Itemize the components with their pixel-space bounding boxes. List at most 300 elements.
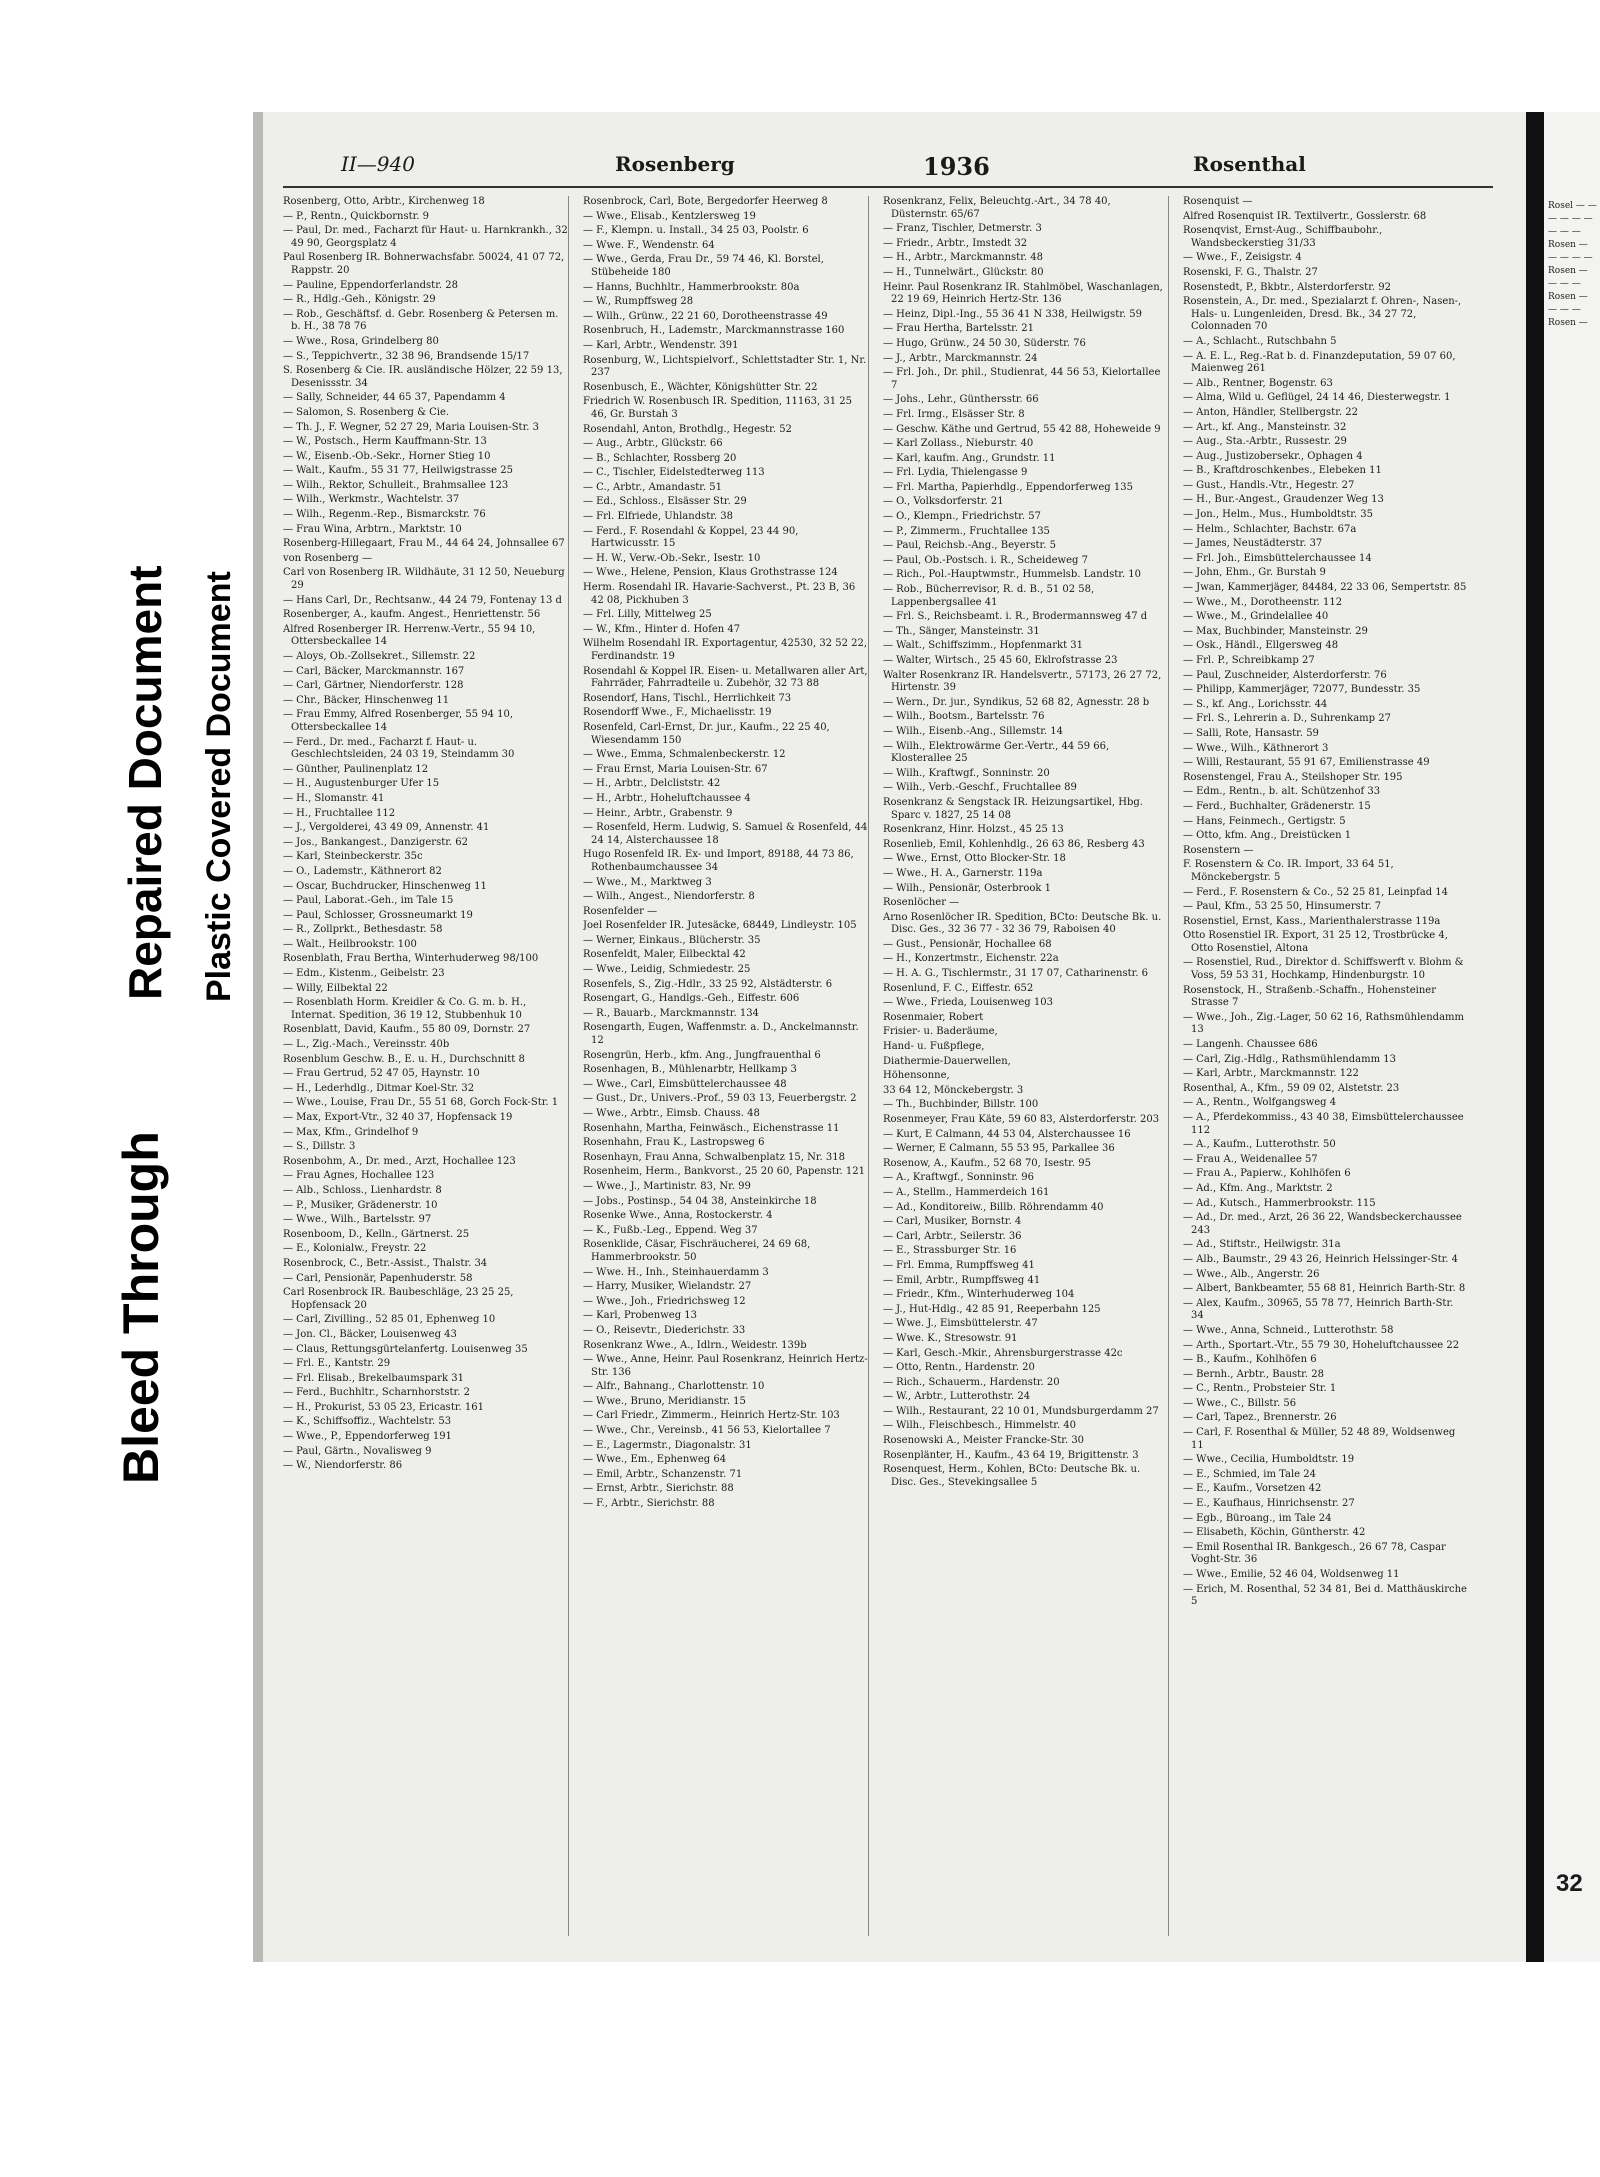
header-right-word: Rosenthal [1193, 152, 1306, 176]
directory-column-2 [583, 196, 869, 1936]
directory-entry: — Helm., Schlachter, Bachstr. 67a [1183, 523, 1357, 535]
directory-entry: — C., Arbtr., Amandastr. 51 [583, 481, 723, 493]
directory-entry: — Bernh., Arbtr., Baustr. 28 [1183, 1368, 1324, 1380]
directory-entry: — B., Kaufm., Kohlhöfen 6 [1183, 1354, 1317, 1366]
directory-entry: Rosenbrock, Carl, Bote, Bergedorfer Heerweg 8 [583, 196, 828, 207]
directory-entry: — Friedr., Arbtr., Imstedt 32 [883, 237, 1028, 249]
directory-entry: — Karl, Probenweg 13 [583, 1310, 698, 1322]
directory-entry: — Wilh., Kraftwgf., Sonninstr. 20 [883, 767, 1050, 779]
directory-column-1 [283, 196, 569, 1936]
directory-entry: Frisier- u. Baderäume, [883, 1026, 998, 1038]
directory-entry: — Wwe., M., Dorotheenstr. 112 [1183, 596, 1343, 608]
directory-entry: — P., Zimmerm., Fruchtallee 135 [883, 525, 1050, 537]
directory-entry: — Edm., Rentn., b. alt. Schützenhof 33 [1183, 786, 1381, 798]
directory-entry: — Heinr., Arbtr., Grabenstr. 9 [583, 807, 733, 819]
directory-entry: — Frl. Lydia, Thielengasse 9 [883, 467, 1028, 479]
directory-entry: — Rosenblath Horm. Kreidler & Co. G. m. b. H., Internat. Spedition, 36 19 12, Stubbenhuk 10 [283, 997, 527, 1021]
directory-entry: — F., Klempn. u. Install., 34 25 03, Poolstr. 6 [583, 225, 809, 237]
directory-entry: — Philipp, Kammerjäger, 72077, Bundesstr. 35 [1183, 684, 1421, 696]
directory-entry: Otto Rosenstiel IR. Export, 31 25 12, Trostbrücke 4, Otto Rosenstiel, Altona [1183, 930, 1448, 954]
directory-entry: Rosenstengel, Frau A., Steilshoper Str. 195 [1183, 771, 1403, 783]
directory-entry: — Arth., Sportart.-Vtr., 55 79 30, Hoheluftchaussee 22 [1183, 1339, 1460, 1351]
directory-entry: — Wilh., Restaurant, 22 10 01, Mundsburgerdamm 27 [883, 1405, 1159, 1417]
directory-entry: — H., Arbtr., Marckmannstr. 48 [883, 252, 1043, 264]
directory-entry: — Wilh., Elektrowärme Ger.-Vertr., 44 59 66, Klosterallee 25 [883, 740, 1110, 765]
directory-entry: — Wwe., Em., Ephenweg 64 [583, 1454, 727, 1466]
header-year: 1936 [923, 152, 990, 181]
directory-entry: Carl von Rosenberg IR. Wildhäute, 31 12 50, Neueburg 29 [283, 567, 565, 592]
directory-entry: — Kurt, E Calmann, 44 53 04, Alsterchaussee 16 [883, 1128, 1131, 1140]
directory-entry: Rosenbrock, C., Betr.-Assist., Thalstr. 34 [283, 1257, 488, 1269]
directory-entry: — A., Stellm., Hammerdeich 161 [883, 1186, 1050, 1198]
directory-entry: — Wilh., Bootsm., Bartelsstr. 76 [883, 711, 1045, 723]
directory-entry: — Claus, Rettungsgürtelanfertg. Louisenweg 35 [283, 1343, 528, 1355]
directory-entry: — Wwe. H., Inh., Steinhauerdamm 3 [583, 1266, 769, 1278]
directory-entry: — W., Arbtr., Lutterothstr. 24 [883, 1391, 1031, 1403]
directory-entry: — Wilh., Verb.-Geschf., Fruchtallee 89 [883, 782, 1077, 794]
directory-entry: — Ad., Kfm. Ang., Marktstr. 2 [1183, 1182, 1333, 1194]
directory-entry: — Frl. Lilly, Mittelweg 25 [583, 609, 712, 621]
directory-entry: Rosendorff Wwe., F., Michaelisstr. 19 [583, 707, 772, 719]
directory-entry: — O., Reisevtr., Diederichstr. 33 [583, 1324, 746, 1336]
directory-entry: Rosenkranz Wwe., A., Idlrn., Weidestr. 139b [583, 1339, 807, 1351]
directory-entry: — C., Rentn., Probsteier Str. 1 [1183, 1383, 1337, 1395]
directory-entry: — Franz, Tischler, Detmerstr. 3 [883, 223, 1042, 235]
directory-entry: — Willi, Restaurant, 55 91 67, Emilienstrasse 49 [1183, 757, 1430, 769]
directory-entry: — Otto, kfm. Ang., Dreistücken 1 [1183, 830, 1352, 842]
directory-entry: — Rich., Schauerm., Hardenstr. 20 [883, 1376, 1060, 1388]
directory-entry: — Wwe., Emma, Schmalenbeckerstr. 12 [583, 749, 786, 761]
directory-entry: — Jos., Bankangest., Danzigerstr. 62 [283, 836, 468, 848]
directory-entry: — H., Tunnelwärt., Glückstr. 80 [883, 266, 1044, 278]
directory-entry: — Ferd., F. Rosendahl & Koppel, 23 44 90, Hartwicusstr. 15 [583, 525, 799, 550]
directory-entry: — R., Hdlg.-Geh., Königstr. 29 [283, 294, 436, 306]
directory-entry: Rosendahl & Koppel IR. Eisen- u. Metallwaren aller Art, Fahrräder, Fahrradteile u. Zubehör, 32 73 88 [583, 665, 868, 690]
directory-entry: — Wwe. F., Wendenstr. 64 [583, 239, 715, 251]
directory-entry: Rosenbruch, H., Lademstr., Marckmannstrasse 160 [583, 325, 845, 337]
directory-entry: — C., Tischler, Eidelstedterweg 113 [583, 467, 765, 479]
directory-entry: — Jon., Helm., Mus., Humboldtstr. 35 [1183, 509, 1373, 521]
directory-entry: — Max, Export-Vtr., 32 40 37, Hopfensack 19 [283, 1112, 513, 1123]
directory-entry: Rosenkranz & Sengstack IR. Heizungsartikel, Hbg. Sparc v. 1827, 25 14 08 [883, 796, 1143, 821]
directory-entry: — Wwe., Arbtr., Eimsb. Chauss. 48 [583, 1108, 760, 1119]
directory-entry: — K., Schiffsoffiz., Wachtelstr. 53 [283, 1416, 452, 1428]
directory-entry: — Frau A., Weidenallee 57 [1183, 1153, 1318, 1165]
directory-entry: Rosendorf, Hans, Tischl., Herrlichkeit 73 [583, 692, 792, 704]
directory-entry: Rosenklide, Cäsar, Fischräucherei, 24 69 68, Hammerbrookstr. 50 [583, 1239, 811, 1263]
directory-entry: — K., Fußb.-Leg., Eppend. Weg 37 [583, 1224, 758, 1236]
directory-entry: — Gust., Pensionär, Hochallee 68 [883, 938, 1052, 950]
directory-entry: Heinr. Paul Rosenkranz IR. Stahlmöbel, Waschanlagen, 22 19 69, Heinrich Hertz-Str. 136 [883, 281, 1163, 306]
directory-entry: — H., Arbtr., Delcliststr. 42 [583, 778, 721, 790]
directory-entry: Friedrich W. Rosenbusch IR. Spedition, 11163, 31 25 46, Gr. Burstah 3 [583, 396, 852, 420]
directory-entry: — Wwe., Chr., Vereinsb., 41 56 53, Kielortallee 7 [583, 1425, 831, 1437]
directory-entry: — Ad., Dr. med., Arzt, 26 36 22, Wandsbeckerchaussee 243 [1183, 1212, 1462, 1236]
directory-entry: — Egb., Büroang., im Tale 24 [1183, 1512, 1332, 1524]
directory-entry: — Wwe., F., Zeisigstr. 4 [1183, 252, 1302, 264]
directory-entry: — E., Strassburger Str. 16 [883, 1245, 1017, 1257]
directory-entry: Rosenkranz, Hinr. Holzst., 45 25 13 [883, 824, 1064, 836]
directory-entry: — E., Kaufm., Vorsetzen 42 [1183, 1483, 1322, 1495]
directory-entry: — Ad., Stiftstr., Heilwigstr. 31a [1183, 1239, 1341, 1251]
directory-entry: Rosenstein, A., Dr. med., Spezialarzt f. Ohren-, Nasen-, Hals- u. Lungenleiden, Dresd. Bk., 34 27 72, Colonnaden 70 [1183, 296, 1462, 333]
directory-entry: — Alb., Baumstr., 29 43 26, Heinrich Helssinger-Str. 4 [1183, 1253, 1458, 1265]
directory-entry: — J., Hut-Hdlg., 42 85 91, Reeperbahn 125 [883, 1303, 1101, 1315]
directory-entry: — Wilh., Werkmstr., Wachtelstr. 37 [283, 494, 460, 506]
directory-entry: — Emil Rosenthal IR. Bankgesch., 26 67 78, Caspar Voght-Str. 36 [1183, 1541, 1446, 1566]
directory-entry: — Frl. S., Lehrerin a. D., Suhrenkamp 27 [1183, 713, 1391, 725]
directory-entry: — A. E. L., Reg.-Rat b. d. Finanzdeputation, 59 07 60, Maienweg 261 [1183, 350, 1456, 375]
directory-entry: Rosenthal, A., Kfm., 59 09 02, Alstetstr. 23 [1183, 1082, 1400, 1094]
directory-entry: — Paul, Gärtn., Novalisweg 9 [283, 1445, 432, 1457]
directory-entry: — O., Klempn., Friedrichstr. 57 [883, 511, 1041, 523]
directory-entry: Rosenburg, W., Lichtspielvorf., Schlettstadter Str. 1, Nr. 237 [583, 354, 867, 379]
directory-entry: — Wwe., Gerda, Frau Dr., 59 74 46, Kl. Borstel, Stübeheide 180 [583, 254, 824, 278]
directory-entry: — Paul, Zuschneider, Alsterdorferstr. 76 [1183, 669, 1387, 681]
directory-entry: — H., Fruchtallee 112 [283, 807, 396, 819]
repaired-document-label: Repaired Document [119, 565, 171, 1000]
directory-entry: — H. A. G., Tischlermstr., 31 17 07, Catharinenstr. 6 [883, 968, 1149, 980]
directory-entry: — S., Dillstr. 3 [283, 1141, 356, 1153]
directory-entry: — H., Prokurist, 53 05 23, Ericastr. 161 [283, 1401, 484, 1413]
directory-entry: — Karl Zollass., Nieburstr. 40 [883, 438, 1034, 450]
directory-entry: — Karl, Arbtr., Marckmannstr. 122 [1183, 1068, 1359, 1080]
directory-entry: — Wwe., Helene, Pension, Klaus Grothstrasse 124 [583, 567, 838, 579]
directory-entry: — Wwe., Anne, Heinr. Paul Rosenkranz, Heinrich Hertz-Str. 136 [583, 1354, 868, 1378]
directory-entry: — W., Kfm., Hinter d. Hofen 47 [583, 623, 741, 635]
directory-entry: — E., Kolonialw., Freystr. 22 [283, 1243, 427, 1255]
directory-entry: — Wwe., Rosa, Grindelberg 80 [283, 335, 439, 347]
directory-entry: — W., Rumpffsweg 28 [583, 296, 694, 308]
directory-entry: — Wern., Dr. jur., Syndikus, 52 68 82, Agnesstr. 28 b [883, 696, 1150, 708]
directory-entry: Höhensonne, [883, 1070, 950, 1082]
plastic-covered-label: Plastic Covered Document [200, 571, 238, 1002]
directory-entry: Rosenplänter, H., Kaufm., 43 64 19, Brigittenstr. 3 [883, 1449, 1139, 1461]
directory-entry: — Wwe., C., Billstr. 56 [1183, 1397, 1297, 1409]
directory-entry: — Frau Gertrud, 52 47 05, Haynstr. 10 [283, 1068, 480, 1080]
directory-entry: — Ferd., Dr. med., Facharzt f. Haut- u. Geschlechtsleiden, 24 03 19, Steindamm 30 [283, 736, 515, 761]
directory-entry: — Frl. Elfriede, Uhlandstr. 38 [583, 511, 734, 523]
directory-entry: — Alb., Schloss., Lienhardstr. 8 [283, 1184, 442, 1196]
directory-entry: Rosenstock, H., Straßenb.-Schaffn., Hohensteiner Strasse 7 [1183, 984, 1436, 1009]
directory-entry: — Wwe., M., Marktweg 3 [583, 876, 712, 888]
directory-entry: — Salli, Rote, Hansastr. 59 [1183, 727, 1319, 739]
directory-entry: Rosengart, G., Handlgs.-Geh., Eiffestr. 606 [583, 993, 800, 1005]
directory-entry: — Wilh., Regenm.-Rep., Bismarckstr. 76 [283, 509, 486, 521]
directory-entry: — Rob., Bücherrevisor, R. d. B., 51 02 58, Lappenbergsallee 41 [883, 584, 1095, 608]
directory-entry: — Walt., Schiffszimm., Hopfenmarkt 31 [883, 640, 1084, 652]
directory-entry: — Paul, Laborat.-Geh., im Tale 15 [283, 895, 454, 907]
directory-entry: — Alma, Wild u. Geflügel, 24 14 46, Diesterwegstr. 1 [1183, 392, 1451, 404]
directory-entry: — Wwe., Bruno, Meridianstr. 15 [583, 1395, 746, 1407]
directory-entry: Alfred Rosenberger IR. Herrenw.-Vertr., 55 94 10, Ottersbeckallee 14 [283, 623, 536, 648]
directory-entry: — Wilh., Grünw., 22 21 60, Dorotheenstrasse 49 [583, 310, 828, 322]
directory-entry: — Wwe. K., Stresowstr. 91 [883, 1332, 1018, 1344]
directory-entry: Carl Rosenbrock IR. Baubeschläge, 23 25 25, Hopfensack 20 [283, 1287, 514, 1311]
directory-entry: Rosenmeyer, Frau Käte, 59 60 83, Alsterdorferstr. 203 [883, 1114, 1160, 1125]
directory-entry: Hand- u. Fußpflege, [883, 1041, 985, 1053]
directory-entry: — Edm., Kistenm., Geibelstr. 23 [283, 968, 445, 980]
directory-entry: Rosenlöcher — [883, 897, 960, 909]
directory-entry: — Ferd., Buchhalter, Grädenerstr. 15 [1183, 800, 1371, 812]
directory-entry: — Carl, Pensionär, Papenhuderstr. 58 [283, 1272, 473, 1284]
directory-entry: — Wwe., Alb., Angerstr. 26 [1183, 1268, 1320, 1280]
directory-entry: — Wwe., Louise, Frau Dr., 55 51 68, Gorch Fock-Str. 1 [283, 1097, 559, 1109]
directory-entry: Rosenhahn, Frau K., Lastropsweg 6 [583, 1137, 765, 1149]
directory-entry: — Jon. Cl., Bäcker, Louisenweg 43 [283, 1328, 457, 1340]
directory-entry: — H., Konzertmstr., Eichenstr. 22a [883, 953, 1059, 965]
directory-entry: — Karl, Arbtr., Wendenstr. 391 [583, 339, 739, 351]
directory-entry: — Hans Carl, Dr., Rechtsanw., 44 24 79, Fontenay 13 d [283, 594, 562, 606]
directory-entry: — Art., kf. Ang., Mansteinstr. 32 [1183, 421, 1347, 433]
directory-entry: — Wwe., Cecilia, Humboldtstr. 19 [1183, 1454, 1355, 1466]
directory-entry: — W., Eisenb.-Ob.-Sekr., Horner Stieg 10 [283, 450, 491, 462]
directory-entry: — Frl. Emma, Rumpffsweg 41 [883, 1259, 1035, 1271]
directory-entry: — Rich., Pol.-Hauptwmstr., Hummelsb. Landstr. 10 [883, 569, 1142, 581]
directory-entry: Rosenstiel, Ernst, Kass., Marienthalerstrasse 119a [1183, 915, 1441, 927]
directory-entry: Rosenfelder — [583, 905, 658, 917]
directory-entry: — Carl, Gärtner, Niendorferstr. 128 [283, 680, 464, 692]
directory-entry: — Otto, Rentn., Hardenstr. 20 [883, 1362, 1035, 1374]
directory-entry: Herm. Rosendahl IR. Havarie-Sachverst., Pt. 23 B, 36 42 08, Pickhuben 3 [583, 582, 856, 606]
directory-entry: — Th., Buchbinder, Billstr. 100 [883, 1099, 1039, 1111]
directory-entry: — Ad., Kutsch., Hammerbrookstr. 115 [1183, 1197, 1376, 1209]
directory-entry: — Paul, Kfm., 53 25 50, Hinsumerstr. 7 [1183, 901, 1382, 913]
directory-entry: Rosenblath, Frau Bertha, Winterhuderweg 98/100 [283, 953, 539, 965]
directory-entry: — Harry, Musiker, Wielandstr. 27 [583, 1281, 752, 1293]
side-annotations [0, 0, 250, 2177]
directory-entry: — Willy, Eilbektal 22 [283, 982, 388, 994]
directory-columns [283, 196, 1493, 1936]
directory-entry: — Wwe., Frieda, Louisenweg 103 [883, 997, 1053, 1009]
directory-entry: — E., Lagermstr., Diagonalstr. 31 [583, 1439, 752, 1451]
directory-entry: — Emil, Arbtr., Schanzenstr. 71 [583, 1468, 743, 1480]
directory-entry: — Erich, M. Rosenthal, 52 34 81, Bei d. Matthäuskirche 5 [1183, 1583, 1467, 1608]
directory-entry: — B., Kraftdroschkenbes., Elebeken 11 [1183, 465, 1382, 477]
directory-entry: — Carl, Bäcker, Marckmannstr. 167 [283, 665, 465, 677]
header-left-word: Rosenberg [615, 152, 735, 176]
directory-entry: — Wwe., M., Grindelallee 40 [1183, 611, 1329, 623]
directory-entry: Wilhelm Rosendahl IR. Exportagentur, 42530, 32 52 22, Ferdinandstr. 19 [583, 638, 868, 662]
directory-entry: — Salomon, S. Rosenberg & Cie. [283, 406, 450, 418]
directory-entry: — R., Zollprkt., Bethesdastr. 58 [283, 924, 443, 936]
directory-entry: — Frau Agnes, Hochallee 123 [283, 1170, 435, 1182]
directory-entry: Walter Rosenkranz IR. Handelsvertr., 57173, 26 27 72, Hirtenstr. 39 [883, 669, 1162, 694]
directory-entry: Arno Rosenlöcher IR. Spedition, BCto: Deutsche Bk. u. Disc. Ges., 32 36 77 - 32 36 79, Raboisen 40 [883, 911, 1162, 936]
directory-entry: — Th., Sänger, Mansteinstr. 31 [883, 625, 1040, 637]
directory-entry: — E., Kaufhaus, Hinrichsenstr. 27 [1183, 1498, 1355, 1510]
bleed-through-label: Bleed Through [113, 1131, 169, 1484]
directory-entry: — S., kf. Ang., Lorichsstr. 44 [1183, 698, 1328, 710]
directory-entry: Rosenberg-Hillegaart, Frau M., 44 64 24, Johnsallee 67 [283, 538, 565, 550]
directory-entry: — Wwe., Joh., Zig.-Lager, 50 62 16, Rathsmühlendamm 13 [1183, 1011, 1464, 1036]
directory-entry: Rosenfels, S., Zig.-Hdlr., 33 25 92, Alstädterstr. 6 [583, 978, 833, 990]
directory-entry: — Frl. Martha, Papierhdlg., Eppendorferweg 135 [883, 481, 1133, 493]
directory-entry: — E., Schmied, im Tale 24 [1183, 1468, 1316, 1480]
directory-entry: Rosenbohm, A., Dr. med., Arzt, Hochallee 123 [283, 1155, 516, 1167]
directory-entry: — Langenh. Chaussee 686 [1183, 1039, 1318, 1051]
directory-entry: — Carl, F. Rosenthal & Müller, 52 48 89, Woldsenweg 11 [1183, 1427, 1456, 1451]
directory-entry: — Osk., Händl., Ellgersweg 48 [1183, 640, 1339, 652]
directory-entry: — A., Kraftwgf., Sonninstr. 96 [883, 1172, 1035, 1184]
directory-entry: — Geschw. Käthe und Gertrud, 55 42 88, Hoheweide 9 [883, 423, 1161, 435]
directory-column-4 [1183, 196, 1468, 1936]
directory-entry: — Max, Kfm., Grindelhof 9 [283, 1126, 419, 1138]
directory-entry: — Wwe., P., Eppendorferweg 191 [283, 1431, 452, 1443]
directory-entry: — Alex, Kaufm., 30965, 55 78 77, Heinrich Barth-Str. 34 [1183, 1297, 1454, 1322]
directory-entry: Alfred Rosenquist IR. Textilvertr., Gosslerstr. 68 [1183, 210, 1427, 222]
directory-entry: — Anton, Händler, Stellbergstr. 22 [1183, 406, 1358, 418]
directory-entry: — Carl, Zig.-Hdlg., Rathsmühlendamm 13 [1183, 1053, 1396, 1065]
directory-entry: S. Rosenberg & Cie. IR. ausländische Hölzer, 22 59 13, Desenissstr. 34 [283, 365, 563, 389]
directory-entry: — Carl, Zivilling., 52 85 01, Ephenweg 10 [283, 1314, 496, 1326]
directory-entry: Rosenlund, F. C., Eiffestr. 652 [883, 982, 1034, 994]
directory-entry: Rosenquest, Herm., Kohlen, BCto: Deutsche Bk. u. Disc. Ges., Stevekingsallee 5 [883, 1464, 1141, 1488]
directory-entry: — H., Arbtr., Hoheluftchaussee 4 [583, 792, 751, 804]
directory-entry: — Frl. P., Schreibkamp 27 [1183, 655, 1315, 666]
directory-entry: — Johs., Lehr., Günthersstr. 66 [883, 394, 1039, 406]
directory-entry: — Alfr., Bahnang., Charlottenstr. 10 [583, 1381, 765, 1393]
directory-entry: Rosenhahn, Martha, Feinwäsch., Eichenstrasse 11 [583, 1122, 840, 1134]
directory-entry: — Emil, Arbtr., Rumpffsweg 41 [883, 1274, 1041, 1286]
directory-entry: — Carl, Musiker, Bornstr. 4 [883, 1216, 1022, 1228]
directory-entry: — Chr., Bäcker, Hinschenweg 11 [283, 694, 450, 706]
header-page-number: II—940 [341, 152, 415, 176]
directory-entry: — J., Arbtr., Marckmannstr. 24 [883, 352, 1038, 364]
directory-entry: — A., Schlacht., Rutschbahn 5 [1183, 335, 1337, 347]
directory-entry: — Ferd., F. Rosenstern & Co., 52 25 81, Leinpfad 14 [1183, 886, 1449, 898]
directory-entry: — A., Kaufm., Lutterothstr. 50 [1183, 1139, 1336, 1151]
directory-entry: — L., Zig.-Mach., Vereinsstr. 40b [283, 1039, 450, 1051]
directory-entry: Rosenberger, A., kaufm. Angest., Henriettenstr. 56 [283, 609, 541, 621]
directory-entry: — Wwe., Anna, Schneid., Lutterothstr. 58 [1183, 1324, 1394, 1336]
directory-entry: — Frl. Joh., Dr. phil., Studienrat, 44 56 53, Kielortallee 7 [883, 367, 1161, 391]
directory-entry: Rosenbusch, E., Wächter, Königshütter Str. 22 [583, 381, 818, 393]
directory-entry: Rosenow, A., Kaufm., 52 68 70, Isestr. 95 [883, 1157, 1091, 1169]
directory-entry: Hugo Rosenfeld IR. Ex- und Import, 89188, 44 73 86, Rothenbaumchaussee 34 [583, 849, 854, 873]
directory-entry: — Ferd., Buchhltr., Scharnhorststr. 2 [283, 1387, 470, 1399]
directory-entry: — H., Augustenburger Ufer 15 [283, 778, 440, 790]
directory-entry: — Oscar, Buchdrucker, Hinschenweg 11 [283, 880, 487, 892]
directory-entry: — John, Ehm., Gr. Burstah 9 [1183, 567, 1326, 579]
directory-entry: — Wwe., Wilh., Käthnerort 3 [1183, 742, 1329, 754]
directory-entry: — Frl. S., Reichsbeamt. i. R., Brodermannsweg 47 d [883, 611, 1148, 623]
directory-entry: — Gust., Dr., Univers.-Prof., 59 03 13, Feuerbergstr. 2 [583, 1093, 857, 1105]
directory-entry: — O., Lademstr., Käthnerort 82 [283, 865, 442, 877]
directory-entry: — Wwe., Carl, Eimsbüttelerchaussee 48 [583, 1078, 787, 1090]
directory-entry: Rosenlieb, Emil, Kohlenhdlg., 26 63 86, Resberg 43 [883, 838, 1145, 850]
directory-entry: Rosenfeldt, Maler, Eilbecktal 42 [583, 949, 746, 961]
directory-entry: — R., Bauarb., Marckmannstr. 134 [583, 1007, 759, 1019]
directory-entry: — Aloys, Ob.-Zollsekret., Sillemstr. 22 [283, 651, 476, 662]
directory-entry: — Wilh., Eisenb.-Ang., Sillemstr. 14 [883, 725, 1063, 737]
directory-entry: — Wwe., Leidig, Schmiedestr. 25 [583, 964, 751, 976]
directory-entry: — Wwe., J., Martinistr. 83, Nr. 99 [583, 1180, 751, 1192]
directory-entry: — Walter, Wirtsch., 25 45 60, Eklrofstrasse 23 [883, 655, 1118, 666]
directory-entry: — P., Musiker, Grädenerstr. 10 [283, 1199, 438, 1211]
directory-entry: — Paul, Dr. med., Facharzt für Haut- u. Harnkrankh., 32 49 90, Georgsplatz 4 [283, 225, 568, 249]
directory-entry: Rosendahl, Anton, Brothdlg., Hegestr. 52 [583, 423, 792, 435]
directory-entry: — Wilh., Rektor, Schulleit., Brahmsallee 123 [283, 479, 509, 491]
directory-entry: Rosenkranz, Felix, Beleuchtg.-Art., 34 78 40, Düsternstr. 65/67 [883, 196, 1111, 220]
directory-entry: — Frau Ernst, Maria Louisen-Str. 67 [583, 763, 768, 775]
binding-shadow [1526, 112, 1544, 1962]
directory-entry: — F., Arbtr., Sierichstr. 88 [583, 1498, 715, 1510]
directory-entry: Rosenqvist, Ernst-Aug., Schiffbaubohr., Wandsbeckerstieg 31/33 [1183, 225, 1383, 249]
directory-entry: — Carl, Arbtr., Seilerstr. 36 [883, 1230, 1022, 1242]
directory-entry: Rosenke Wwe., Anna, Rostockerstr. 4 [583, 1210, 773, 1222]
directory-entry: — J., Vergolderei, 43 49 09, Annenstr. 41 [283, 822, 490, 834]
directory-entry: — Rosenfeld, Herm. Ludwig, S. Samuel & Rosenfeld, 44 24 14, Alsterchaussee 18 [583, 822, 868, 846]
directory-entry: — Ed., Schloss., Elsässer Str. 29 [583, 496, 747, 508]
directory-entry: — Wwe., Joh., Friedrichsweg 12 [583, 1295, 746, 1307]
directory-entry: — Werner, E Calmann, 55 53 95, Parkallee 36 [883, 1143, 1115, 1155]
directory-entry: F. Rosenstern & Co. IR. Import, 33 64 51, Mönckebergstr. 5 [1183, 859, 1394, 883]
directory-entry: Rosenquist — [1183, 196, 1253, 207]
directory-entry: — Karl, Steinbeckerstr. 35c [283, 851, 423, 863]
directory-entry: — Jobs., Postinsp., 54 04 38, Ansteinkirche 18 [583, 1195, 817, 1207]
directory-entry: — Aug., Arbtr., Glückstr. 66 [583, 438, 723, 450]
directory-entry: — Frau Emmy, Alfred Rosenberger, 55 94 10, Ottersbeckallee 14 [283, 709, 514, 733]
directory-entry: — Carl Friedr., Zimmerm., Heinrich Hertz-Str. 103 [583, 1410, 840, 1422]
directory-column-3 [883, 196, 1169, 1936]
directory-entry: — S., Teppichvertr., 32 38 96, Brandsende 15/17 [283, 350, 530, 362]
directory-entry: — Günther, Paulinenplatz 12 [283, 763, 429, 775]
adjacent-page-number: 32 [1556, 1870, 1583, 1897]
directory-entry: — Wilh., Pensionär, Osterbrook 1 [883, 882, 1051, 894]
directory-entry: — W., Niendorferstr. 86 [283, 1460, 403, 1472]
directory-entry: Rosengarth, Eugen, Waffenmstr. a. D., Anckelmannstr. 12 [583, 1022, 859, 1047]
directory-entry: — H., Slomanstr. 41 [283, 792, 385, 804]
directory-entry: — James, Neustädterstr. 37 [1183, 538, 1323, 550]
directory-entry: Paul Rosenberg IR. Bohnerwachsfabr. 50024, 41 07 72, Rappstr. 20 [283, 252, 565, 276]
directory-entry: — Karl, Gesch.-Mkir., Ahrensburgerstrasse 42c [883, 1347, 1123, 1359]
directory-entry: von Rosenberg — [283, 552, 373, 564]
directory-entry: Rosenfeld, Carl-Ernst, Dr. jur., Kaufm., 22 25 40, Wiesendamm 150 [583, 721, 830, 746]
directory-entry: — H., Lederhdlg., Ditmar Koel-Str. 32 [283, 1082, 475, 1094]
directory-entry: — P., Rentn., Quickbornstr. 9 [283, 210, 429, 222]
directory-entry: Joel Rosenfelder IR. Jutesäcke, 68449, Lindleystr. 105 [583, 920, 857, 932]
directory-entry: — Wwe., Ernst, Otto Blocker-Str. 18 [883, 853, 1066, 865]
directory-entry: — W., Postsch., Herm Kauffmann-Str. 13 [283, 436, 487, 448]
directory-entry: Rosenheim, Herm., Bankvorst., 25 20 60, Papenstr. 121 [583, 1166, 865, 1178]
directory-entry: — Carl, Tapez., Brennerstr. 26 [1183, 1412, 1337, 1424]
directory-entry: — Aug., Justizobersekr., Ophagen 4 [1183, 450, 1363, 462]
directory-entry: Rosenblatt, David, Kaufm., 55 80 09, Dornstr. 27 [283, 1024, 531, 1036]
directory-entry: — Hans, Feinmech., Gertigstr. 5 [1183, 815, 1346, 827]
directory-entry: — Frl. E., Kantstr. 29 [283, 1358, 391, 1370]
directory-entry: Rosenstedt, P., Bkbtr., Alsterdorferstr. 92 [1183, 281, 1391, 293]
directory-entry: — Frl. Irmg., Elsässer Str. 8 [883, 408, 1025, 420]
directory-entry: — Wwe., Elisab., Kentzlersweg 19 [583, 210, 756, 222]
directory-entry: 33 64 12, Mönckebergstr. 3 [883, 1084, 1024, 1096]
directory-entry: Rosenski, F. G., Thalstr. 27 [1183, 266, 1318, 278]
directory-entry: Rosenberg, Otto, Arbtr., Kirchenweg 18 [283, 196, 485, 207]
directory-entry: — Frl. Elisab., Brekelbaumspark 31 [283, 1372, 464, 1384]
directory-entry: — Wwe., H. A., Garnerstr. 119a [883, 867, 1043, 879]
directory-entry: — Walt., Heilbrookstr. 100 [283, 938, 417, 950]
scanned-page [253, 112, 1536, 1962]
adjacent-page-text: Rosel — — — — — — — — — Rosen — — — — — Rosen — — — — Rosen — — — — Rosen — [1548, 201, 1597, 328]
directory-entry: — Frau Hertha, Bartelsstr. 21 [883, 323, 1034, 335]
directory-entry: — Friedr., Kfm., Winterhuderweg 104 [883, 1289, 1075, 1301]
directory-entry: Rosenmaier, Robert [883, 1011, 984, 1023]
directory-entry: — Sally, Schneider, 44 65 37, Papendamm 4 [283, 392, 506, 404]
directory-entry: — Hugo, Grünw., 24 50 30, Süderstr. 76 [883, 337, 1086, 349]
page-header [283, 152, 1493, 188]
directory-entry: — Wilh., Fleischbesch., Himmelstr. 40 [883, 1420, 1077, 1432]
directory-entry: — Albert, Bankbeamter, 55 68 81, Heinrich Barth-Str. 8 [1183, 1283, 1466, 1295]
